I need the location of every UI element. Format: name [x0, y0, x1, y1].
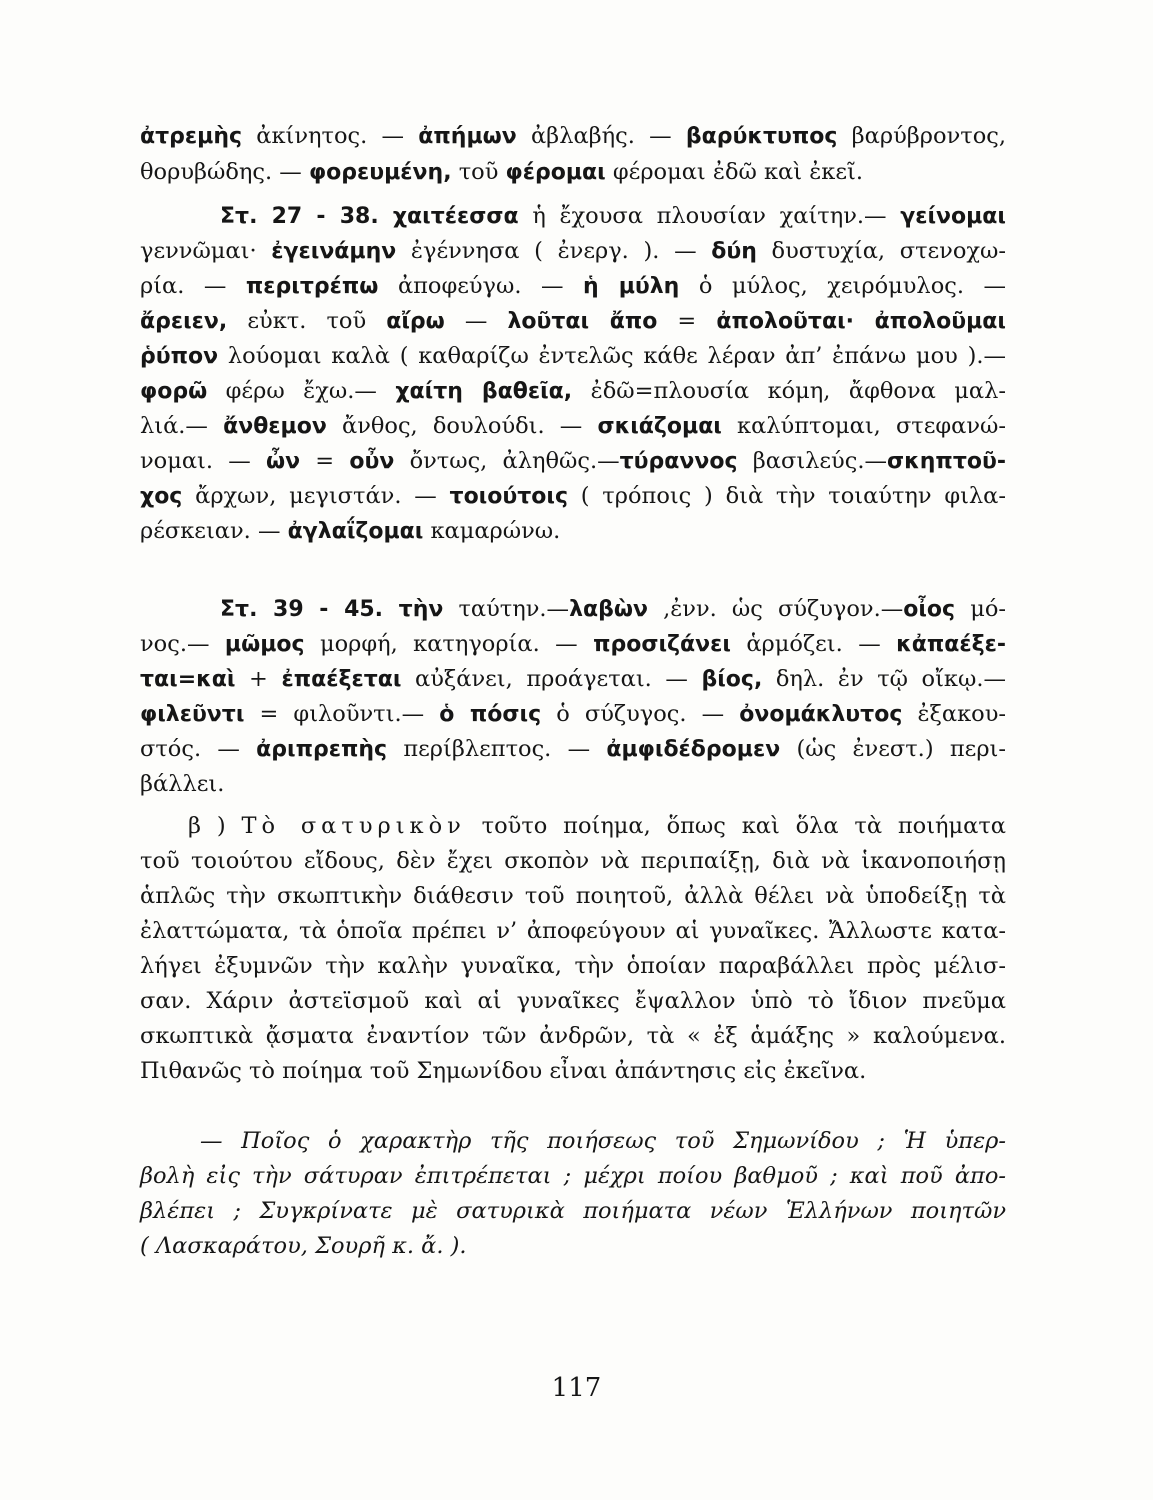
text-line: ἀτρεμὴς ἀκίνητος. — ἀπήμων ἀβλαβής. — βαρύκτυπος βαρύβροντος, [140, 123, 1006, 149]
text-line: ἁπλῶς τὴν σκωπτικὴν διάθεσιν τοῦ ποιητοῦ, ἀλλὰ θέλει νὰ ὑποδείξῃ τὰ [140, 883, 1006, 909]
text-line: νομαι. — ὦν = οὖν ὄντως, ἀληθῶς.—τύραννος βασιλεύς.—σκηπτοῦ- [140, 448, 1006, 474]
text-line: Πιθανῶς τὸ ποίημα τοῦ Σημωνίδου εἶναι ἀπάντησις εἰς ἐκεῖνα. [140, 1058, 867, 1084]
text-line: βάλλει. [140, 771, 225, 797]
text-line: Στ. 27 - 38. χαιτέεσσα ἡ ἔχουσα πλουσίαν χαίτην.— γείνομαι [220, 203, 1006, 229]
text-line: λιά.— ἄνθεμον ἄνθος, δουλούδι. — σκιάζομαι καλύπτομαι, στεφανώ- [140, 413, 1006, 439]
text-line: νος.— μῶμος μορφή, κατηγορία. — προσιζάνει ἁρμόζει. — κἀπαέξε- [140, 631, 1006, 657]
text-line: τοῦ τοιούτου εἴδους, δὲν ἔχει σκοπὸν νὰ περιπαίξῃ, διὰ νὰ ἱκανοποιήσῃ [140, 848, 1006, 874]
text-line: χος ἄρχων, μεγιστάν. — τοιούτοις ( τρόποις ) διὰ τὴν τοιαύτην φιλα- [140, 483, 1006, 509]
text-line: σκωπτικὰ ᾄσματα ἐναντίον τῶν ἀνδρῶν, τὰ « ἐξ ἁμάξης » καλούμενα. [140, 1023, 1006, 1049]
text-line: ἄρειεν, εὐκτ. τοῦ αἴρω — λοῦται ἄπο = ἀπολοῦται· ἀπολοῦμαι [140, 308, 1006, 334]
text-line: β ) Τὸ σατυρικὸν τοῦτο ποίημα, ὅπως καὶ ὅλα τὰ ποιήματα [188, 813, 1006, 839]
text-line: Στ. 39 - 45. τὴν ταύτην.—λαβὼν ,ἐνν. ὡς σύζυγον.—οἶος μό- [220, 596, 1006, 622]
text-line: ται=καὶ + ἐπαέξεται αὐξάνει, προάγεται. — βίος, δηλ. ἐν τῷ οἴκῳ.— [140, 666, 1006, 692]
page-number: 117 [551, 1373, 602, 1403]
text-line: γεννῶμαι· ἐγεινάμην ἐγέννησα ( ἐνεργ. ). — δύη δυστυχία, στενοχω- [140, 238, 1006, 264]
question-line: βολὴ εἰς τὴν σάτυραν ἐπιτρέπεται ; μέχρι ποίου βαθμοῦ ; καὶ ποῦ ἀπο- [140, 1163, 1006, 1189]
text-line: στός. — ἀριπρεπὴς περίβλεπτος. — ἀμφιδέδρομεν (ὡς ἐνεστ.) περι- [140, 736, 1006, 762]
question-line: — Ποῖος ὁ χαρακτὴρ τῆς ποιήσεως τοῦ Σημωνίδου ; Ἡ ὑπερ- [200, 1128, 1006, 1154]
text-line: ρέσκειαν. — ἀγλαΐζομαι καμαρώνω. [140, 518, 561, 544]
text-line: φορῶ φέρω ἔχω.— χαίτη βαθεῖα, ἐδῶ=πλουσία κόμη, ἄφθονα μαλ- [140, 378, 1006, 404]
text-line: ῥύπον λούομαι καλὰ ( καθαρίζω ἐντελῶς κάθε λέραν ἀπ’ ἐπάνω μου ).— [140, 343, 1006, 369]
text-line: ἐλαττώματα, τὰ ὁποῖα πρέπει ν’ ἀποφεύγουν αἱ γυναῖκες. Ἄλλωστε κατα- [140, 918, 1006, 944]
text-line: ρία. — περιτρέπω ἀποφεύγω. — ἡ μύλη ὁ μύλος, χειρόμυλος. — [140, 273, 1006, 299]
text-line: σαν. Χάριν ἀστεϊσμοῦ καὶ αἱ γυναῖκες ἔψαλλον ὑπὸ τὸ ἴδιον πνεῦμα [140, 988, 1006, 1014]
question-line: ( Λασκαράτου, Σουρῆ κ. ἄ. ). [140, 1233, 467, 1259]
text-line: λήγει ἐξυμνῶν τὴν καλὴν γυναῖκα, τὴν ὁποίαν παραβάλλει πρὸς μέλισ- [140, 953, 1006, 979]
text-line: φιλεῦντι = φιλοῦντι.— ὁ πόσις ὁ σύζυγος. — ὀνομάκλυτος ἐξακου- [140, 701, 1006, 727]
text-line: θορυβώδης. — φορευμένη, τοῦ φέρομαι φέρομαι ἐδῶ καὶ ἐκεῖ. [140, 159, 863, 185]
question-line: βλέπει ; Συγκρίνατε μὲ σατυρικὰ ποιήματα νέων Ἑλλήνων ποιητῶν [140, 1198, 1006, 1224]
